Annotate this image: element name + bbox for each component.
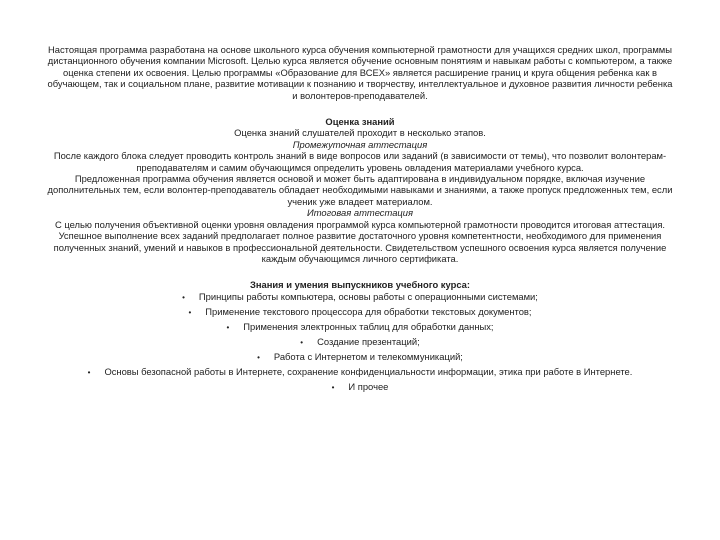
assessment-intro: Оценка знаний слушателей проходит в несколько этапов. [234, 127, 486, 139]
list-item [44, 306, 676, 318]
list-item [44, 321, 676, 333]
bullet-icon: • [188, 307, 192, 317]
list-item-text: Основы безопасной работы в Интернете, сохранение конфиденциальности информации, этика при работе в Интернете. [104, 365, 633, 377]
bullet-icon: • [257, 352, 260, 362]
assessment-heading: Оценка знаний [325, 116, 395, 128]
list-item-text: Принципы работы компьютера, основы работы с операционными системами; [198, 290, 538, 302]
spacer [44, 264, 676, 279]
intro-paragraph: Настоящая программа разработана на основе школьного курса обучения компьютерной грамотности для учащихся средних школ, программы дистанционного обучения компании Microsoft. Целью курса является обучение основным понятиям и навыкам работы с компьютером, а также оценка степени их освоения. Целью программы «Образование для ВСЕХ» является расширение границ и круга общения ребенка как в обучающем, так и социальном плане, развитие мотивации к познанию и творчеству, интеллектуальное и духовное развития личности ребенка и волонтеров-преподавателей. [47, 44, 673, 101]
interim-attestation-text: После каждого блока следует проводить контроль знаний в виде вопросов или заданий (в зависимости от темы), что позволит волонтерам-преподавателям и самим обучающимся определить уровень овладения материалами учебного курса. [53, 150, 667, 173]
final-attestation-title: Итоговая аттестация [307, 207, 413, 219]
adaptation-paragraph: Предложенная программа обучения является основой и может быть адаптирована в индивидуальном порядке, включая изучение дополнительных тем, если волонтер-преподаватель обладает необходимыми навыками и знаниями, а также пропуск предложенных тем, если ученик уже владеет материалом. [47, 173, 673, 207]
list-item [44, 351, 676, 363]
list-item-text: Работа с Интернетом и телекоммуникаций; [273, 350, 463, 362]
interim-attestation-title: Промежуточная аттестация [292, 138, 428, 150]
list-item [44, 381, 676, 393]
bullet-icon: • [182, 292, 185, 302]
document-page [44, 44, 676, 396]
list-item [44, 291, 676, 303]
final-attestation-text: С целью получения объективной оценки уровня овладения программой курса компьютерной грамотности проводится итоговая аттестация. Успешное выполнение всех заданий предполагает полное развитие достаточного уровня компетентности, необходимого для применения полученных знаний, умений и навыков в профессиональной деятельности. Свидетельством успешного освоения курса является получение каждым обучающимся личного сертификата. [53, 218, 667, 264]
bullet-icon: • [300, 337, 304, 347]
list-item [44, 336, 676, 348]
list-item [44, 366, 676, 378]
list-item-text: И прочее [348, 380, 389, 392]
spacer [44, 101, 676, 116]
skills-heading: Знания и умения выпускников учебного курса: [250, 279, 470, 291]
list-item-text: Применение текстового процессора для обработки текстовых документов; [205, 305, 532, 317]
list-item-text: Применения электронных таблиц для обработки данных; [243, 320, 494, 332]
bullet-icon: • [331, 382, 335, 392]
list-item-text: Создание презентаций; [317, 335, 420, 347]
bullet-icon: • [226, 322, 230, 332]
bullet-icon: • [87, 367, 91, 377]
skills-list [44, 291, 676, 393]
